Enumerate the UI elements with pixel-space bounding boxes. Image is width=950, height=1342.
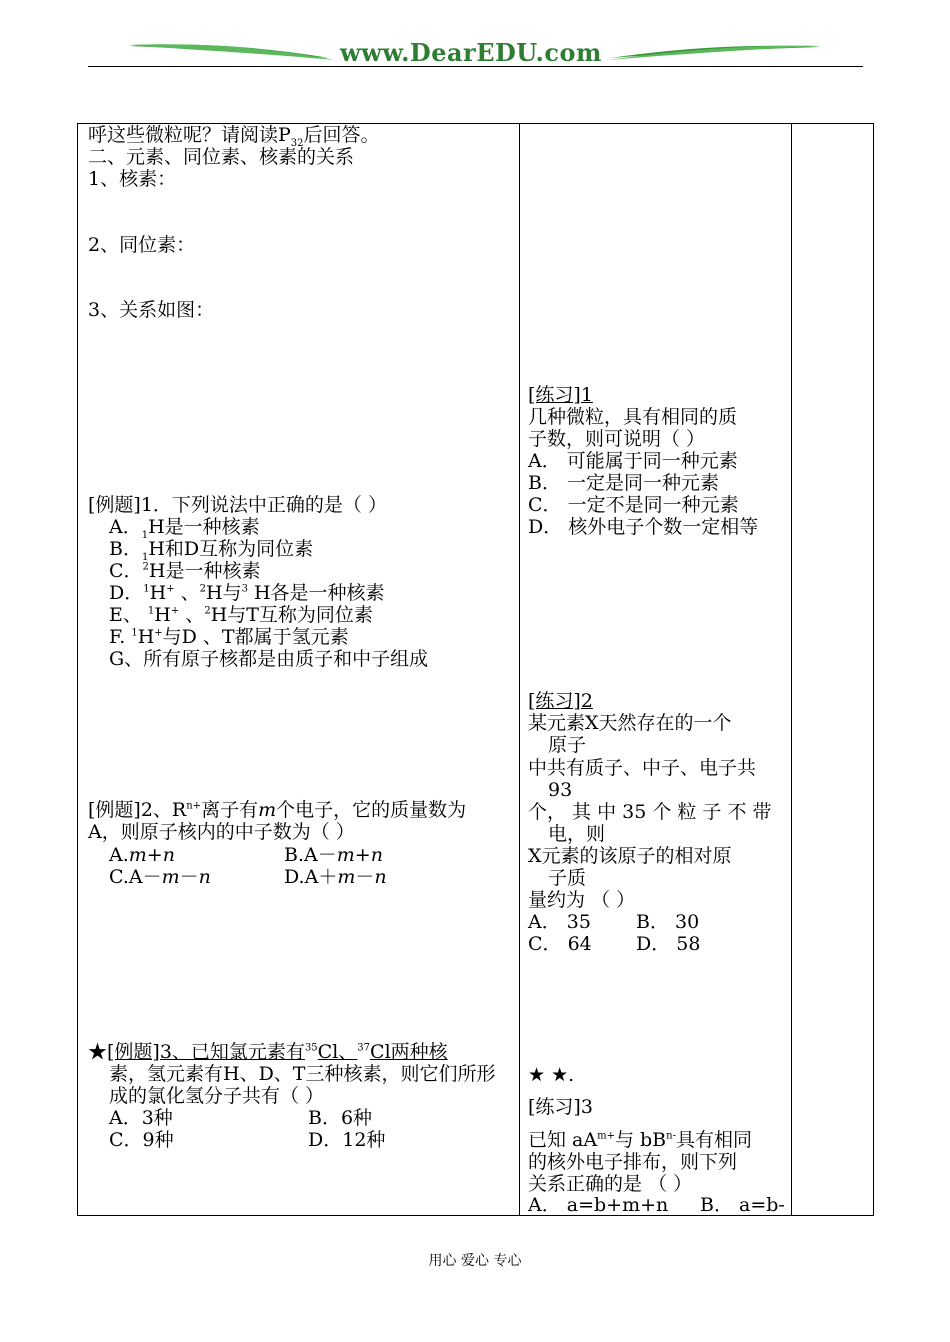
example2-title: [例题]2、$R^{n+}$离子有m个电子，它的质量数为 <box>88 799 467 821</box>
practice2-line8: 子质 <box>548 867 587 889</box>
practice2-line5: 个， 其 中 35 个 粒 子 不 带 <box>528 801 772 823</box>
example3-line2: 素，氢元素有H、D、T三种核素，则它们所形 <box>109 1063 496 1085</box>
example3-line3: 成的氯化氢分子共有（ ） <box>109 1085 325 1107</box>
practice2-title: [练习]2 <box>528 690 593 712</box>
example1-option-e: E、 $^1$H+ 、$^2$H与T互称为同位素 <box>109 604 373 626</box>
practice1-option-b: B． 一定是同一种元素 <box>528 472 720 494</box>
practice2-option-c: C． 64 <box>528 933 592 955</box>
example1-option-f: F. $^1$H+与D 、T都属于氢元素 <box>109 626 349 648</box>
example1-option-d: D．$^1$H+ 、$^2$H与$^3$ H各是一种核素 <box>109 582 385 604</box>
practice2-line4: 93 <box>548 779 573 801</box>
item-isotope: 2、同位素： <box>88 234 196 256</box>
example2-option-d: D.A＋m－n <box>284 866 387 888</box>
page-header <box>0 0 950 80</box>
item-relation: 3、关系如图： <box>88 299 215 321</box>
example2-option-c: C.A－m－n <box>109 866 211 888</box>
practice2-option-b: B． 30 <box>636 911 700 933</box>
practice2-line9: 量约为 （ ） <box>528 889 636 911</box>
practice1-option-a: A． 可能属于同一种元素 <box>528 450 738 472</box>
item-nuclide: 1、核素： <box>88 168 177 190</box>
practice2-option-d: D． 58 <box>636 933 701 955</box>
practice3-line2: 的核外电子排布，则下列 <box>528 1151 738 1173</box>
example3-option-d: D．12种 <box>308 1129 386 1151</box>
page-footer: 用心 爱心 专心 <box>428 1253 522 1269</box>
practice1-title: [练习]1 <box>528 384 593 406</box>
example2-option-a: A.m+n <box>109 844 175 866</box>
lesson-table <box>77 123 874 1216</box>
practice1-line2: 子数，则可说明（ ） <box>528 428 706 450</box>
right-column <box>792 124 874 1216</box>
example2-option-b: B.A－m+n <box>284 844 383 866</box>
example1-option-c: C．$^2$H是一种核素 <box>109 560 261 582</box>
middle-column <box>520 124 792 1216</box>
example3-title: ★[例题]3、已知氯元素有$^{35}$Cl、$^{37}$Cl两种核 <box>88 1041 448 1063</box>
example3-option-b: B．6种 <box>308 1107 373 1129</box>
practice2-line6: 电，则 <box>548 823 606 845</box>
star-icon: ★ <box>88 1041 108 1063</box>
intro-line: 呼这些微粒呢？请阅读$P_{32}$后回答。 <box>88 124 380 149</box>
practice3-line3: 关系正确的是 （ ） <box>528 1173 693 1195</box>
practice2-option-a: A． 35 <box>528 911 591 933</box>
left-column <box>78 124 520 1216</box>
header-rule <box>88 66 863 67</box>
example3-option-c: C．9种 <box>109 1129 174 1151</box>
practice3-option-b: B． a=b- <box>700 1194 785 1216</box>
example1-option-a: A．$_1$H是一种核素 <box>109 516 260 541</box>
example2-line2: A，则原子核内的中子数为（ ） <box>88 821 355 843</box>
example1-title: [例题]1．下列说法中正确的是（ ） <box>88 494 387 516</box>
example3-option-a: A．3种 <box>109 1107 173 1129</box>
practice1-option-d: D． 核外电子个数一定相等 <box>528 516 759 538</box>
practice3-line1: 已知 $aA^{m+}$与 $bB^{n-}$具有相同 <box>528 1129 752 1151</box>
practice2-line3: 中共有质子、中子、电子共 <box>528 757 757 779</box>
practice2-line1: 某元素X天然存在的一个 <box>528 712 732 734</box>
example1-option-b: B．$_1$H和D互称为同位素 <box>109 538 314 563</box>
practice1-option-c: C． 一定不是同一种元素 <box>528 494 739 516</box>
practice1-line1: 几种微粒，具有相同的质 <box>528 406 738 428</box>
practice2-line7: X元素的该原子的相对原 <box>528 845 732 867</box>
practice3-stars-icon: ★ ★. <box>528 1064 575 1086</box>
example1-option-g: G、所有原子核都是由质子和中子组成 <box>109 648 429 670</box>
practice3-title: [练习]3 <box>528 1096 593 1118</box>
practice3-option-a: A． a=b+m+n <box>528 1194 669 1216</box>
site-logo-text[interactable]: www.DearEDU.com <box>340 38 602 67</box>
practice2-line2: 原子 <box>548 734 587 756</box>
section-heading: 二、元素、同位素、核素的关系 <box>88 146 355 168</box>
